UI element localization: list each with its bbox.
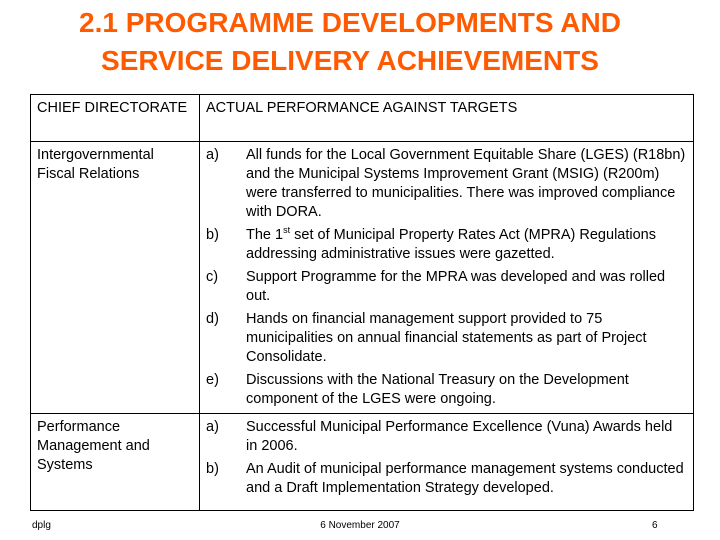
- performance-cell: [200, 414, 694, 511]
- slide-title: [0, 4, 720, 80]
- item-text-post: set of Municipal Property Rates Act (MPRA) Regulations addressing administrative issues were gazetted.: [246, 227, 656, 262]
- item-letter: b): [206, 461, 219, 477]
- item-text: Support Programme for the MPRA was developed and was rolled out.: [246, 269, 666, 304]
- item-text: Successful Municipal Performance Excellence (Vuna) Awards held in 2006.: [246, 419, 673, 454]
- item-text: An Audit of municipal performance management systems conducted and a Draft Implementation Strategy developed.: [246, 461, 684, 496]
- footer-organisation: dplg: [32, 520, 51, 531]
- list-item: [206, 226, 687, 268]
- list-item: [206, 268, 687, 310]
- slide-title-line1: 2.1 PROGRAMME DEVELOPMENTS AND: [79, 7, 621, 38]
- table-row: [31, 414, 694, 511]
- directorate-cell: Performance Management and Systems: [31, 414, 200, 511]
- header-actual-performance: ACTUAL PERFORMANCE AGAINST TARGETS: [200, 95, 694, 142]
- item-text-pre: The 1: [246, 227, 284, 243]
- item-text: [246, 226, 687, 268]
- directorate-cell: Intergovernmental Fiscal Relations: [31, 142, 200, 414]
- item-letter: a): [206, 147, 219, 163]
- item-letter: a): [206, 419, 219, 435]
- item-letter: d): [206, 311, 219, 327]
- performance-list: [206, 418, 687, 502]
- list-item: [206, 460, 687, 502]
- item-letter: c): [206, 269, 219, 285]
- slide-title-line2: SERVICE DELIVERY ACHIEVEMENTS: [101, 45, 599, 76]
- table-header-row: [31, 95, 694, 142]
- item-letter: e): [206, 372, 219, 388]
- footer-page-number: 6: [652, 520, 658, 531]
- item-text: Discussions with the National Treasury on the Development component of the LGES were ongoing.: [246, 372, 629, 407]
- performance-cell: [200, 142, 694, 414]
- list-item: [206, 310, 687, 371]
- list-item: [206, 146, 687, 226]
- table-row: [31, 142, 694, 414]
- item-letter: b): [206, 227, 219, 243]
- performance-list: [206, 146, 687, 413]
- list-item: [206, 371, 687, 413]
- item-text-superscript: st: [283, 225, 291, 236]
- footer-date: 6 November 2007: [320, 520, 400, 531]
- achievements-table: [30, 94, 694, 511]
- item-text: Hands on financial management support provided to 75 municipalities on annual financial statements as part of Project Consolidate.: [246, 311, 647, 365]
- list-item: [206, 418, 687, 460]
- header-chief-directorate: CHIEF DIRECTORATE: [31, 95, 200, 142]
- item-text: All funds for the Local Government Equitable Share (LGES) (R18bn) and the Municipal Systems Improvement Grant (MSIG) (R200m) were transferred to municipalities. There was improved compliance with DORA.: [246, 147, 686, 220]
